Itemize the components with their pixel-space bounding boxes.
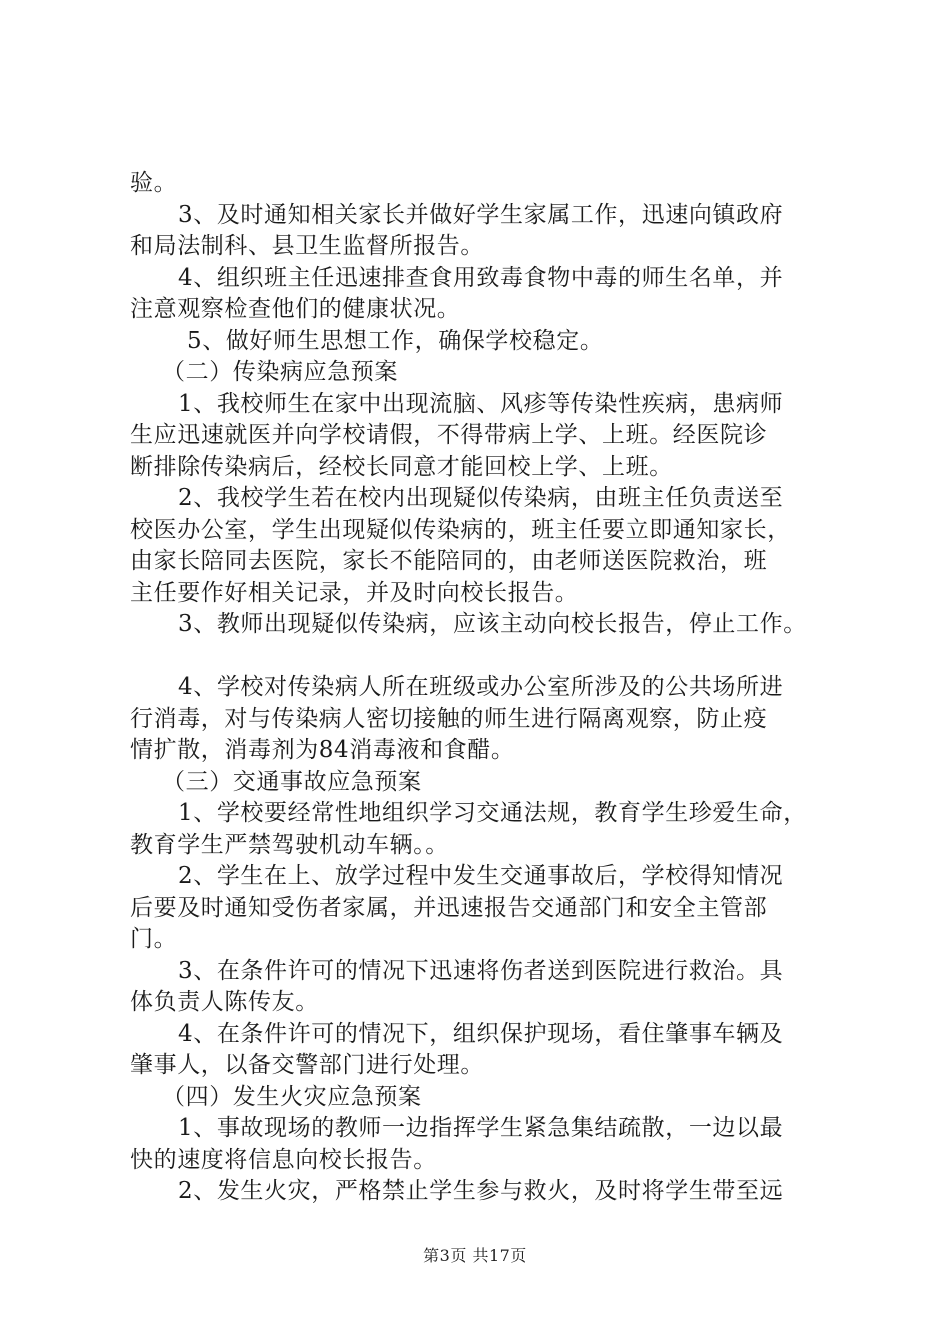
text-line: 断排除传染病后，经校长同意才能回校上学、上班。 xyxy=(130,453,673,480)
section-heading: （四）发生火灾应急预案 xyxy=(162,1083,422,1110)
text-line: 3、教师出现疑似传染病，应该主动向校长报告，停止工作。 xyxy=(178,611,807,637)
text-line: 注意观察检查他们的健康状况。 xyxy=(130,296,461,322)
text-line: 由家长陪同去医院，家长不能陪同的，由老师送医院救治，班 xyxy=(130,548,768,574)
text-line: 2、学生在上、放学过程中发生交通事故后，学校得知情况 xyxy=(178,863,784,889)
text-line: 2、我校学生若在校内出现疑似传染病，由班主任负责送至 xyxy=(178,485,784,511)
text-line: 2、发生火灾，严格禁止学生参与救火，及时将学生带至远 xyxy=(178,1178,784,1204)
text-line: 主任要作好相关记录，并及时向校长报告。 xyxy=(130,579,579,606)
text-line: 校医办公室，学生出现疑似传染病的，班主任要立即通知家长， xyxy=(130,516,791,543)
text-line: 4、在条件许可的情况下，组织保护现场，看住肇事车辆及 xyxy=(178,1020,784,1047)
text-line: 3、及时通知相关家长并做好学生家属工作，迅速向镇政府 xyxy=(178,201,784,228)
section-heading: （三）交通事故应急预案 xyxy=(162,768,422,795)
text-line: 4、组织班主任迅速排查食用致毒食物中毒的师生名单，并 xyxy=(178,264,784,291)
page-footer: 第3页 共17页 xyxy=(423,1246,527,1265)
text-line: 情扩散，消毒剂为84消毒液和食醋。 xyxy=(130,737,515,763)
text-line: 4、学校对传染病人所在班级或办公室所涉及的公共场所进 xyxy=(178,674,784,700)
text-line: 3、在条件许可的情况下迅速将伤者送到医院进行救治。具 xyxy=(178,957,784,984)
text-line: 5、做好师生思想工作，确保学校稳定。 xyxy=(187,327,604,354)
text-line: 教育学生严禁驾驶机动车辆。。 xyxy=(130,831,449,858)
text-line: 门。 xyxy=(130,926,178,952)
text-line: 行消毒，对与传染病人密切接触的师生进行隔离观察，防止疫 xyxy=(130,705,768,732)
text-line: 1、事故现场的教师一边指挥学生紧急集结疏散，一边以最 xyxy=(178,1115,784,1141)
text-line: 1、我校师生在家中出现流脑、风疹等传染性疾病，患病师 xyxy=(178,390,784,417)
text-line: 后要及时通知受伤者家属，并迅速报告交通部门和安全主管部 xyxy=(130,894,768,921)
document-body xyxy=(130,168,850,1208)
blank-line xyxy=(130,641,850,673)
text-line: 快的速度将信息向校长报告。 xyxy=(130,1146,437,1173)
text-line: 和局法制科、县卫生监督所报告。 xyxy=(130,233,484,259)
text-line: 肇事人，以备交警部门进行处理。 xyxy=(130,1052,484,1078)
text-line: 生应迅速就医并向学校请假，不得带病上学、上班。经医院诊 xyxy=(130,422,768,448)
text-line: 体负责人陈传友。 xyxy=(130,989,319,1015)
text-line: 1、学校要经常性地组织学习交通法规，教育学生珍爱生命， xyxy=(178,800,807,826)
section-heading: （二）传染病应急预案 xyxy=(162,359,398,385)
text-line: 验。 xyxy=(130,170,178,196)
